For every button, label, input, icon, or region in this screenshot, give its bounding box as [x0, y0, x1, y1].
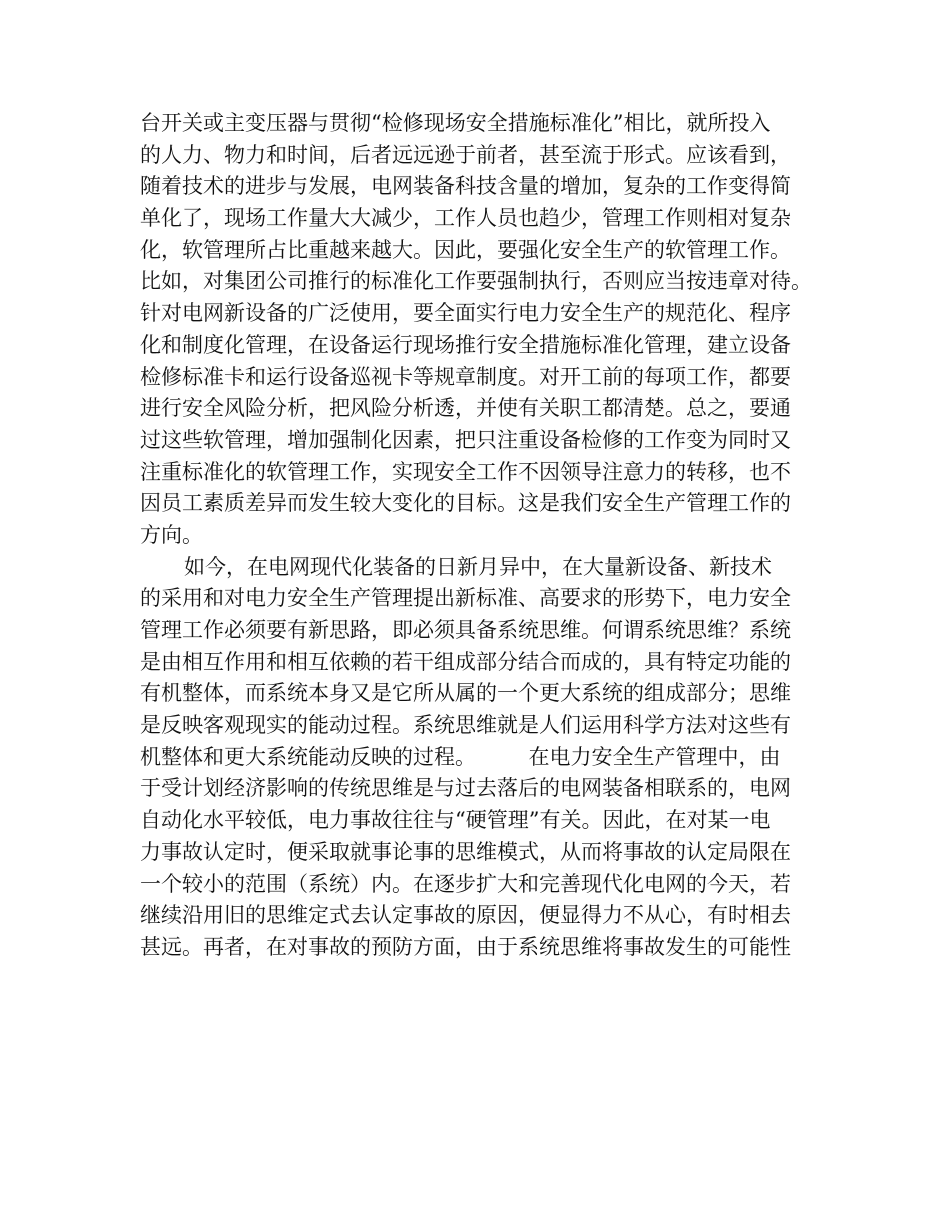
text-line: 单化了，现场工作量大大减少，工作人员也趋少，管理工作则相对复杂 [140, 206, 791, 231]
text-line: 继续沿用旧的思维定式去认定事故的原因，便显得力不从心，有时相去 [140, 903, 791, 928]
text-line: 自动化水平较低，电力事故往往与“硬管理”有关。因此，在对某一电 [140, 808, 771, 833]
text-line: 比如，对集团公司推行的标准化工作要强制执行，否则应当按违章对待。 [140, 269, 812, 294]
text-line: 力事故认定时，便采取就事论事的思维模式，从而将事故的认定局限在 [140, 839, 791, 864]
text-line: 化和制度化管理，在设备运行现场推行安全措施标准化管理，建立设备 [140, 332, 791, 357]
text-line: 方向。 [140, 522, 203, 547]
text-line: 一个较小的范围（系统）内。在逐步扩大和完善现代化电网的今天，若 [140, 871, 791, 896]
text-line: 是反映客观现实的能动过程。系统思维就是人们运用科学方法对这些有 [140, 713, 791, 738]
text-line: 甚远。再者，在对事故的预防方面，由于系统思维将事故发生的可能性 [140, 934, 791, 959]
text-line: 化，软管理所占比重越来越大。因此，要强化安全生产的软管理工作。 [140, 237, 791, 262]
text-line: 进行安全风险分析，把风险分析透，并使有关职工都清楚。总之，要通 [140, 396, 791, 421]
text-line: 是由相互作用和相互依赖的若干组成部分结合而成的，具有特定功能的 [140, 649, 791, 674]
text-line: 过这些软管理，增加强制化因素，把只注重设备检修的工作变为同时又 [140, 427, 791, 452]
text-line: 管理工作必须要有新思路，即必须具备系统思维。何谓系统思维？系统 [140, 618, 791, 642]
text-line: 因员工素质差异而发生较大变化的目标。这是我们安全生产管理工作的 [140, 491, 791, 516]
text-line: 的人力、物力和时间，后者远远逊于前者，甚至流于形式。应该看到， [140, 142, 791, 167]
text-line: 随着技术的进步与发展，电网装备科技含量的增加，复杂的工作变得简 [140, 174, 791, 199]
text-line: 机整体和更大系统能动反映的过程。 在电力安全生产管理中，由 [140, 744, 781, 769]
text-line: 有机整体，而系统本身又是它所从属的一个更大系统的组成部分；思维 [140, 681, 791, 706]
text-line: 的采用和对电力安全生产管理提出新标准、高要求的形势下，电力安全 [140, 586, 791, 611]
text-line: 台开关或主变压器与贯彻“检修现场安全措施标准化”相比，就所投入 [140, 111, 771, 135]
text-line: 于受计划经济影响的传统思维是与过去落后的电网装备相联系的，电网 [140, 776, 791, 801]
text-line: 针对电网新设备的广泛使用，要全面实行电力安全生产的规范化、程序 [140, 301, 791, 326]
text-line: 注重标准化的软管理工作，实现安全工作不因领导注意力的转移，也不 [140, 459, 791, 484]
paragraph-first-line: 如今，在电网现代化装备的日新月异中，在大量新设备、新技术 [184, 554, 772, 579]
text-line: 检修标准卡和运行设备巡视卡等规章制度。对开工前的每项工作，都要 [140, 364, 791, 389]
body-text [140, 108, 830, 964]
